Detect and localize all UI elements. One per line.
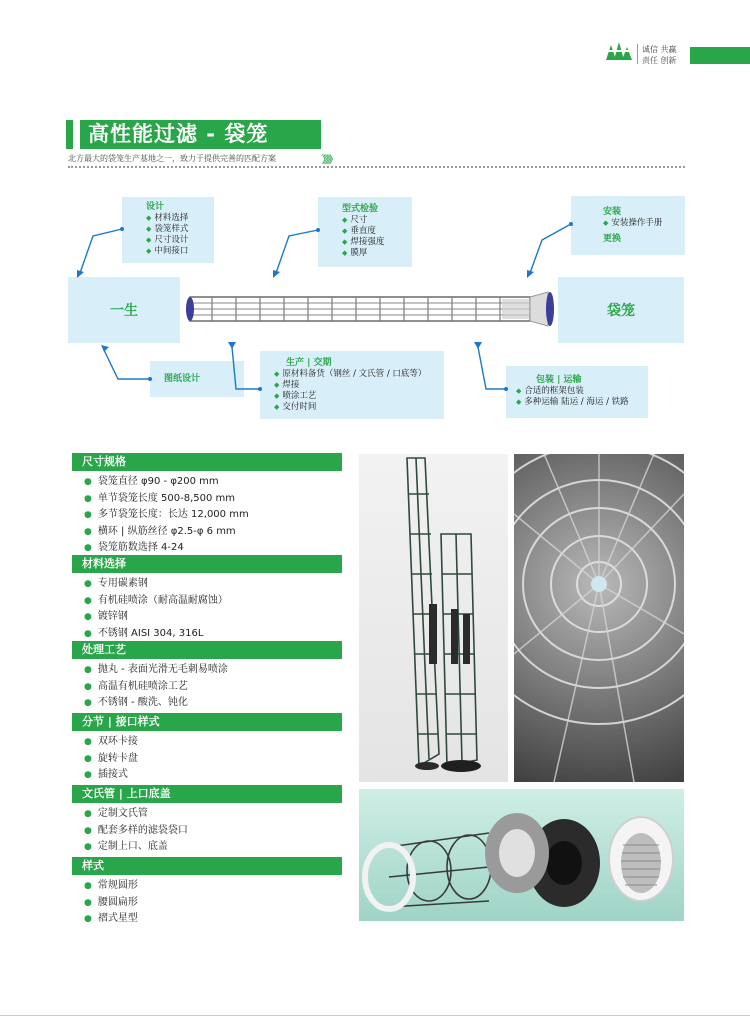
inspection-item: ◆ 膜厚 [342,248,412,259]
list-item: ● 定制上口、底盖 [84,839,188,856]
section-size-list [84,474,249,557]
slogan-line2: 责任 创新 [642,56,677,65]
list-item: ● 有机硅喷涂（耐高温耐腐蚀） [84,593,228,610]
section-joint-heading: 分节 | 接口样式 [72,713,342,731]
packing-item: ◆ 合适的框架包装 [516,386,648,397]
photo-cage-interior [514,454,684,782]
list-item: ● 横环 | 纵筋丝径 φ2.5-φ 6 mm [84,524,249,541]
section-process-heading: 处理工艺 [72,641,342,659]
production-item: ◆ 交付时间 [274,402,444,413]
product-box: 袋笼 [558,277,684,343]
flow-connectors [0,0,750,440]
production-item: ◆ 喷涂工艺 [274,391,444,402]
list-item: ● 褶式星型 [84,911,138,928]
production-heading: 生产 | 交期 [286,358,332,368]
list-item: ● 插接式 [84,767,138,784]
section-process-list [84,662,228,712]
chevron-right-icon: 》》》 [322,155,336,166]
list-item: ● 配套多样的滤袋袋口 [84,823,188,840]
design-item: ◆ 材料选择 [146,213,214,224]
section-style-heading: 样式 [72,857,342,875]
inspection-item: ◆ 垂直度 [342,226,412,237]
list-item: ● 不锈钢 - 酸洗、钝化 [84,695,228,712]
replace-heading: 更换 [603,234,622,244]
page-subtitle: 北方最大的袋笼生产基地之一，致力于提供完善的匹配方案 [68,154,276,163]
list-item: ● 单节袋笼长度 500-8,500 mm [84,491,249,508]
packing-heading: 包装 | 运输 [536,375,582,385]
section-style-list [84,878,138,928]
design-item: ◆ 袋笼样式 [146,224,214,235]
list-item: ● 袋笼直径 φ90 - φ200 mm [84,474,249,491]
list-item: ● 旋转卡盘 [84,751,138,768]
install-item: ◆ 安装操作手册 [603,218,685,229]
page-title: 高性能过滤 - 袋笼 [80,120,321,149]
list-item: ● 不锈钢 AISI 304, 316L [84,626,228,643]
install-heading: 安装 [603,207,622,217]
packing-item: ◆ 多种运输 陆运 / 海运 / 铁路 [516,397,648,408]
list-item: ● 多节袋笼长度：长达 12,000 mm [84,507,249,524]
list-item: ● 常规圆形 [84,878,138,895]
design-item: ◆ 尺寸设计 [146,235,214,246]
design-heading: 设计 [146,202,165,212]
inspection-item: ◆ 焊接强度 [342,237,412,248]
list-item: ● 腰圆扁形 [84,895,138,912]
list-item: ● 双环卡接 [84,734,138,751]
list-item: ● 专用碳素钢 [84,576,228,593]
production-item: ◆ 原材料备货（钢丝 / 文氏管 / 口底等） [274,369,444,380]
list-item: ● 定制文氏管 [84,806,188,823]
page-bottom-rule [0,1015,750,1016]
section-venturi-heading: 文氏管 | 上口底盖 [72,785,342,803]
production-item: ◆ 焊接 [274,380,444,391]
list-item: ● 高温有机硅喷涂工艺 [84,679,228,696]
drawing-heading: 图纸设计 [164,374,201,384]
photo-standing-cages [359,454,508,782]
lifecycle-box: 一生 [68,277,180,343]
list-item: ● 抛丸 - 表面光滑无毛刺易喷涂 [84,662,228,679]
section-size-heading: 尺寸规格 [72,453,342,471]
slogan-line1: 诚信 共赢 [642,45,677,54]
photo-venturi-caps [359,789,684,921]
inspection-heading: 型式检验 [342,204,379,214]
section-venturi-list [84,806,188,856]
list-item: ● 袋笼筋数选择 4-24 [84,540,249,557]
section-material-heading: 材料选择 [72,555,342,573]
section-material-list [84,576,228,642]
section-joint-list [84,734,138,784]
list-item: ● 镀锌钢 [84,609,228,626]
inspection-item: ◆ 尺寸 [342,215,412,226]
design-item: ◆ 中间接口 [146,246,214,257]
